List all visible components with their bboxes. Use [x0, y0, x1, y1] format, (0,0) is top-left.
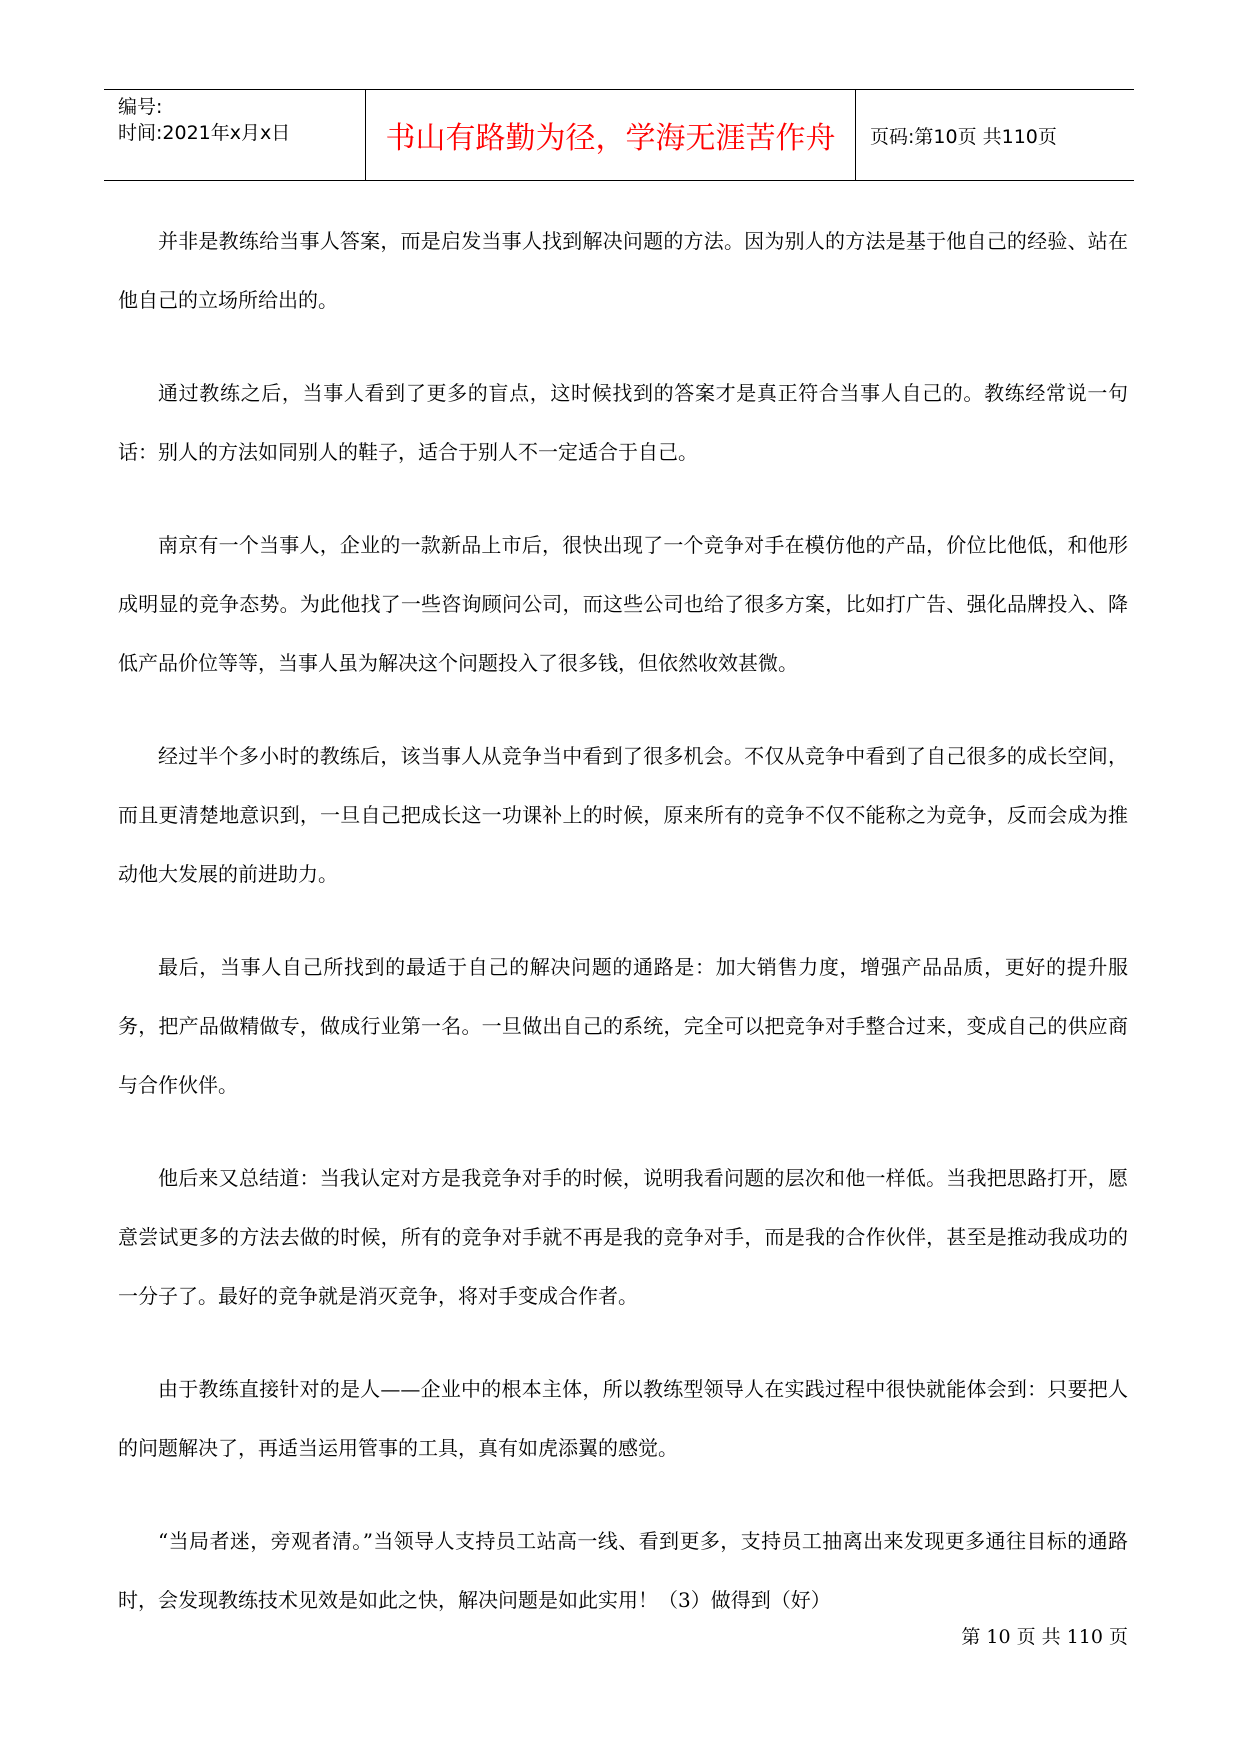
body-paragraph: 最后，当事人自己所找到的最适于自己的解决问题的通路是：加大销售力度，增强产品品质，更好的提升服务，把产品做精做专，做成行业第一名。一旦做出自己的系统，完全可以把竞争对手整合过来，变成自己的供应商与合作伙伴。 — [118, 955, 1128, 1097]
body-paragraph: 由于教练直接针对的是人——企业中的根本主体，所以教练型领导人在实践过程中很快就能体会到：只要把人的问题解决了，再适当运用管事的工具，真有如虎添翼的感觉。 — [118, 1377, 1128, 1460]
page-header — [104, 89, 1134, 181]
document-body — [118, 212, 1128, 1664]
body-paragraph: 他后来又总结道：当我认定对方是我竞争对手的时候，说明我看问题的层次和他一样低。当我把思路打开，愿意尝试更多的方法去做的时候，所有的竞争对手就不再是我的竞争对手，而是我的合作伙伴，甚至是推动我成功的一分子了。最好的竞争就是消灭竞争，将对手变成合作者。 — [118, 1166, 1128, 1308]
document-time-label: 时间:2021年x月x日 — [118, 122, 291, 144]
body-paragraph: “当局者迷，旁观者清。”当领导人支持员工站高一线、看到更多，支持员工抽离出来发现更多通往目标的通路时，会发现教练技术见效是如此之快，解决问题是如此实用！（3）做得到（好） — [118, 1529, 1128, 1612]
header-page-info: 页码:第10页 共110页 — [870, 125, 1057, 148]
header-slogan-cell — [366, 90, 856, 180]
document-number-label: 编号: — [118, 96, 163, 118]
header-page-cell — [856, 90, 1134, 180]
page-footer: 第 10 页 共 110 页 — [961, 1626, 1128, 1648]
body-paragraph: 通过教练之后，当事人看到了更多的盲点，这时候找到的答案才是真正符合当事人自己的。教练经常说一句话：别人的方法如同别人的鞋子，适合于别人不一定适合于自己。 — [118, 381, 1128, 464]
header-meta-cell — [104, 90, 366, 180]
header-slogan: 书山有路勤为径，学海无涯苦作舟 — [385, 121, 836, 156]
body-paragraph: 经过半个多小时的教练后，该当事人从竞争当中看到了很多机会。不仅从竞争中看到了自己很多的成长空间，而且更清楚地意识到，一旦自己把成长这一功课补上的时候，原来所有的竞争不仅不能称之为竞争，反而会成为推动他大发展的前进助力。 — [118, 744, 1128, 886]
body-paragraph: 并非是教练给当事人答案，而是启发当事人找到解决问题的方法。因为别人的方法是基于他自己的经验、站在他自己的立场所给出的。 — [118, 229, 1128, 312]
body-paragraph: 南京有一个当事人，企业的一款新品上市后，很快出现了一个竞争对手在模仿他的产品，价位比他低，和他形成明显的竞争态势。为此他找了一些咨询顾问公司，而这些公司也给了很多方案，比如打广告、强化品牌投入、降低产品价位等等，当事人虽为解决这个问题投入了很多钱，但依然收效甚微。 — [118, 533, 1128, 675]
